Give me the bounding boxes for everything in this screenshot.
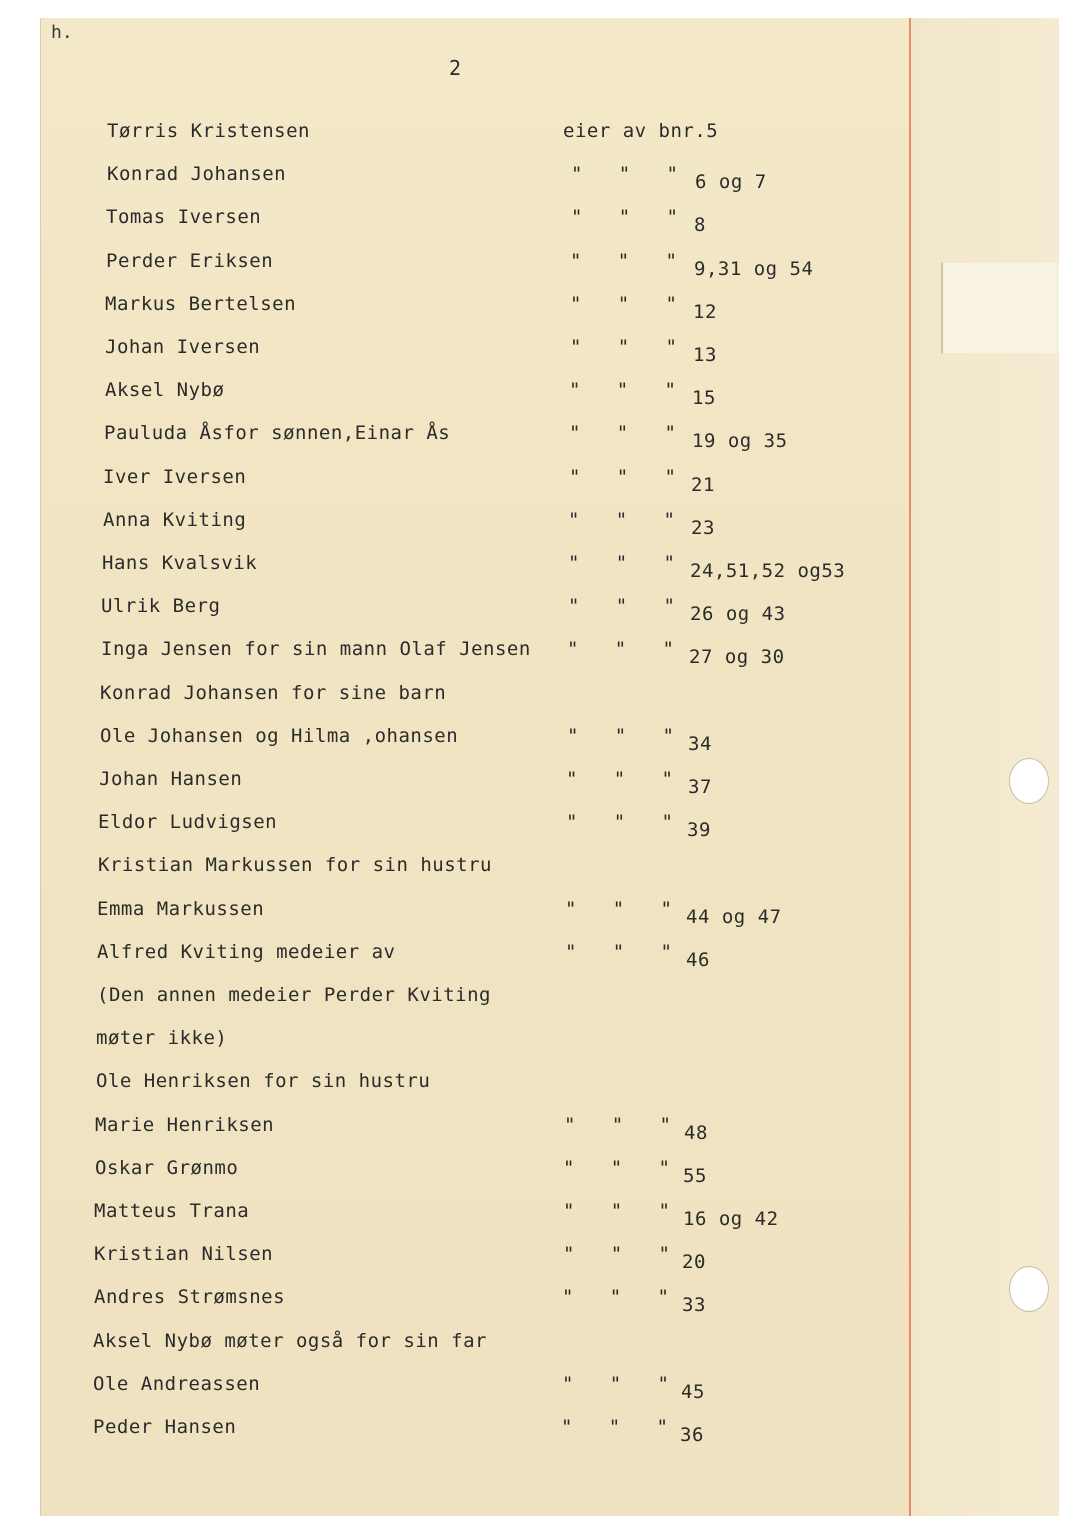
bnr-number: 24,51,52 og53	[690, 560, 846, 582]
bnr-number: 9,31 og 54	[694, 257, 814, 280]
owner-name: Konrad Johansen	[107, 163, 287, 186]
list-item	[41, 1330, 901, 1360]
punch-hole	[1009, 758, 1049, 804]
bnr-number: 13	[693, 344, 717, 366]
bnr-number: 27 og 30	[689, 646, 785, 669]
ditto-marks: " " "	[570, 292, 678, 315]
ditto-marks: " " "	[570, 249, 678, 272]
bnr-number: 36	[680, 1424, 704, 1446]
page-number: 2	[449, 56, 462, 80]
ditto-marks: " " "	[563, 1200, 671, 1222]
owner-name: Ole Johansen og Hilma ,ohansen	[100, 724, 459, 747]
ditto-marks: " " "	[563, 1243, 671, 1266]
owner-name: Markus Bertelsen	[105, 292, 297, 315]
list-item	[41, 1373, 901, 1403]
bnr-number: 16 og 42	[683, 1208, 779, 1230]
owner-name: Tørris Kristensen	[107, 120, 310, 142]
header-right: eier av bnr.5	[563, 120, 719, 142]
owner-name: Pauluda Åsfor sønnen,Einar Ås	[104, 422, 451, 445]
red-margin-line	[909, 18, 911, 1516]
owner-name: Alfred Kviting medeier av	[97, 940, 396, 963]
ditto-marks: " " "	[571, 206, 679, 229]
bnr-number: 37	[688, 776, 712, 798]
owner-name: Ulrik Berg	[101, 595, 221, 618]
list-item	[41, 682, 901, 712]
owner-name: Johan Iversen	[105, 336, 261, 358]
ditto-marks: " " "	[568, 508, 676, 531]
list-item	[41, 1243, 901, 1273]
torn-paper-edge	[941, 263, 1059, 353]
list-item	[41, 250, 901, 280]
ditto-marks: " " "	[562, 1286, 670, 1309]
owner-name: Oskar Grønmo	[95, 1156, 239, 1179]
list-item	[41, 206, 901, 236]
list-item	[41, 1416, 901, 1446]
list-item	[41, 120, 901, 150]
corner-mark: h.	[51, 22, 73, 43]
ditto-marks: " " "	[569, 422, 677, 445]
bnr-number: 48	[684, 1121, 708, 1144]
ditto-marks: " " "	[570, 336, 678, 358]
ditto-marks: " " "	[562, 1372, 670, 1395]
ditto-marks: " " "	[568, 595, 676, 618]
owner-name: Aksel Nybø møter også for sin far	[93, 1329, 487, 1352]
list-item	[41, 898, 901, 928]
owner-name: Ole Andreassen	[93, 1372, 261, 1395]
list-item	[41, 638, 901, 668]
list-item	[41, 1070, 901, 1100]
owner-name: Perder Eriksen	[106, 249, 274, 272]
ditto-marks: " " "	[564, 1113, 672, 1136]
owner-name: Marie Henriksen	[95, 1113, 275, 1136]
owner-name: Konrad Johansen for sine barn	[100, 681, 447, 704]
owner-name: Iver Iversen	[103, 465, 247, 488]
owner-name: Eldor Ludvigsen	[98, 811, 278, 834]
list-item	[41, 725, 901, 755]
ditto-marks: " " "	[567, 638, 675, 661]
punch-hole	[1009, 1266, 1049, 1312]
ditto-marks: " " "	[563, 1156, 671, 1179]
list-item	[41, 595, 901, 625]
ditto-marks: " " "	[567, 724, 675, 747]
owner-name: Kristian Markussen for sin hustru	[98, 854, 492, 877]
bnr-number: 39	[687, 819, 711, 842]
bnr-number: 20	[682, 1251, 706, 1274]
bnr-number: 33	[682, 1294, 706, 1317]
owner-name: Ole Henriksen for sin hustru	[96, 1070, 431, 1093]
bnr-number: 19 og 35	[692, 430, 788, 453]
ditto-marks: " " "	[565, 897, 673, 920]
ditto-marks: " " "	[569, 465, 677, 488]
ditto-marks: " " "	[571, 163, 679, 186]
list-item	[41, 466, 901, 496]
owner-name: Tomas Iversen	[106, 206, 262, 229]
bnr-number: 6 og 7	[695, 171, 767, 194]
ditto-marks: " " "	[561, 1416, 669, 1438]
list-item	[41, 1157, 901, 1187]
bnr-number: 55	[683, 1164, 707, 1187]
owner-name: Matteus Trana	[94, 1200, 250, 1222]
ditto-marks: " " "	[566, 768, 674, 790]
list-item	[41, 552, 901, 582]
owner-name: Kristian Nilsen	[94, 1243, 274, 1266]
list-item	[41, 1027, 901, 1057]
bnr-number: 26 og 43	[690, 603, 786, 626]
bnr-number: 46	[686, 948, 710, 971]
list-item	[41, 941, 901, 971]
list-item	[41, 811, 901, 841]
list-item	[41, 509, 901, 539]
ditto-marks: " " "	[568, 552, 676, 574]
list-item	[41, 1286, 901, 1316]
list-item	[41, 1114, 901, 1144]
bnr-number: 8	[694, 214, 706, 237]
list-item	[41, 336, 901, 366]
list-item	[41, 768, 901, 798]
owner-name: Andres Strømsnes	[94, 1286, 286, 1309]
owner-name: Aksel Nybø	[105, 379, 225, 402]
ditto-marks: " " "	[566, 811, 674, 834]
owner-name: Anna Kviting	[103, 508, 247, 531]
ditto-marks: " " "	[565, 940, 673, 963]
list-item	[41, 422, 901, 452]
document-page	[40, 18, 1059, 1516]
owner-name: (Den annen medeier Perder Kviting	[97, 984, 491, 1006]
owner-name: Hans Kvalsvik	[102, 552, 258, 574]
owner-name: møter ikke)	[96, 1027, 228, 1050]
bnr-number: 21	[691, 473, 715, 496]
owner-name: Inga Jensen for sin mann Olaf Jensen	[101, 638, 531, 661]
list-item	[41, 293, 901, 323]
bnr-number: 23	[691, 516, 715, 539]
bnr-number: 12	[693, 300, 717, 323]
bnr-number: 45	[681, 1380, 705, 1403]
owner-name: Emma Markussen	[97, 897, 265, 920]
list-item	[41, 854, 901, 884]
bnr-number: 44 og 47	[686, 905, 782, 928]
ditto-marks: " " "	[569, 379, 677, 402]
owner-name: Peder Hansen	[93, 1416, 237, 1438]
bnr-number: 15	[692, 387, 716, 410]
list-item	[41, 1200, 901, 1230]
list-item	[41, 984, 901, 1014]
owner-name: Johan Hansen	[99, 768, 243, 790]
bnr-number: 34	[688, 732, 712, 755]
list-item	[41, 379, 901, 409]
list-item	[41, 163, 901, 193]
